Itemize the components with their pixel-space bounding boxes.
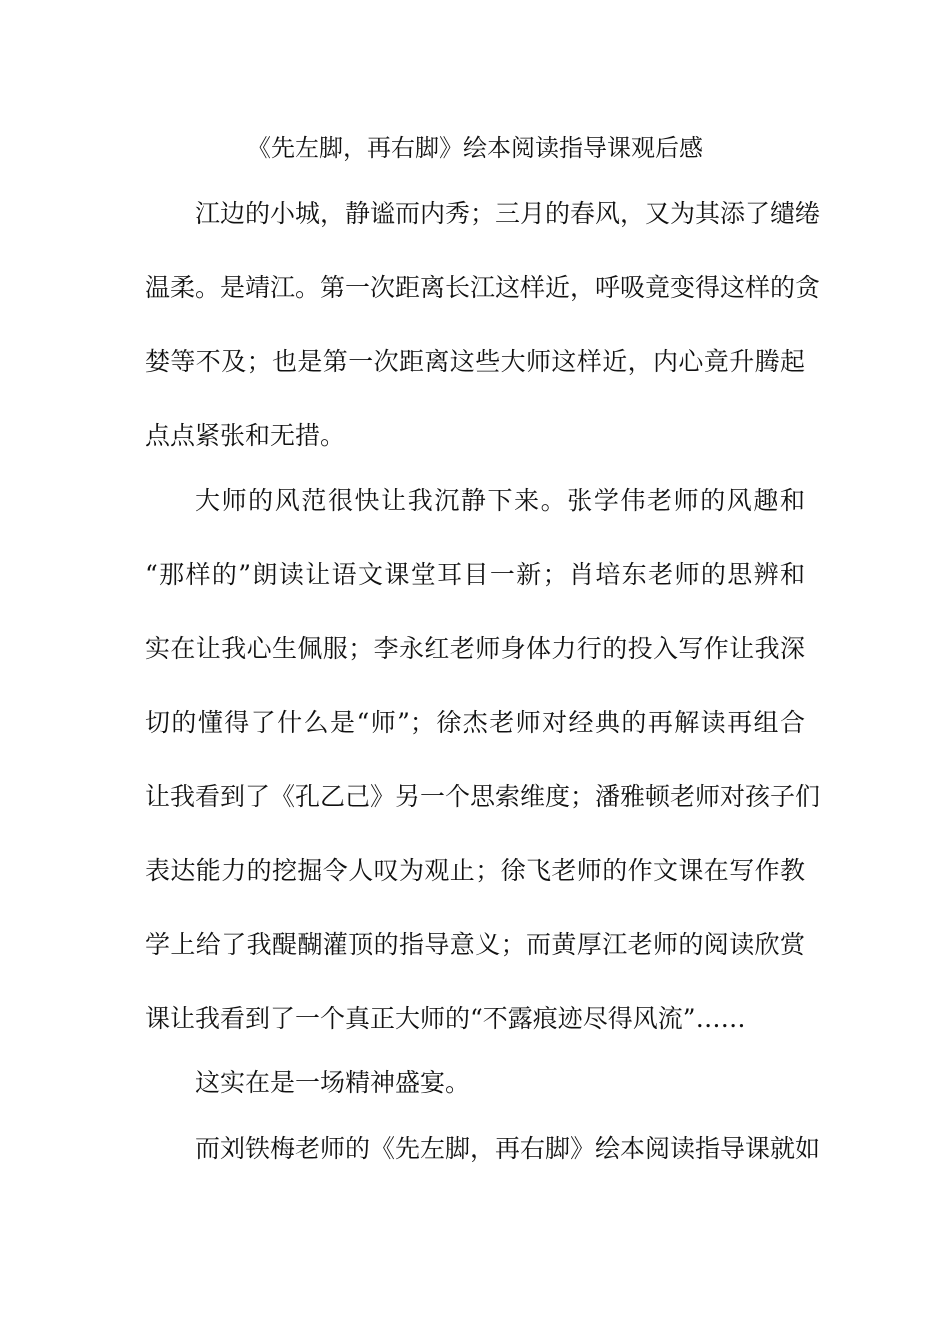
paragraph-line: “那样的”朗读让语文课堂耳目一新；肖培东老师的思辨和	[145, 560, 805, 589]
paragraph-line: 课让我看到了一个真正大师的“不露痕迹尽得风流”……	[145, 1004, 746, 1033]
paragraph-line: 切的懂得了什么是“师”；徐杰老师对经典的再解读再组合	[145, 708, 805, 737]
paragraph-line: 温柔。是靖江。第一次距离长江这样近，呼吸竟变得这样的贪	[145, 273, 821, 302]
paragraph-line: 让我看到了《孔乙己》另一个思索维度；潘雅顿老师对孩子们	[145, 782, 821, 811]
paragraph-line: 婪等不及；也是第一次距离这些大师这样近，内心竟升腾起	[145, 347, 805, 376]
paragraph-line: 这实在是一场精神盛宴。	[195, 1068, 471, 1097]
paragraph-line: 而刘铁梅老师的《先左脚，再右脚》绘本阅读指导课就如	[195, 1134, 821, 1163]
document-title: 《先左脚，再右脚》绘本阅读指导课观后感	[247, 134, 703, 162]
paragraph-line: 表达能力的挖掘令人叹为观止；徐飞老师的作文课在写作教	[145, 856, 805, 885]
paragraph-line: 点点紧张和无措。	[145, 421, 346, 450]
paragraph-line: 学上给了我醍醐灌顶的指导意义；而黄厚江老师的阅读欣赏	[145, 930, 805, 959]
paragraph-line: 实在让我心生佩服；李永红老师身体力行的投入写作让我深	[145, 634, 805, 663]
paragraph-line: 大师的风范很快让我沉静下来。张学伟老师的风趣和	[195, 486, 805, 515]
paragraph-line: 江边的小城，静谧而内秀；三月的春风，又为其添了缱绻	[195, 199, 821, 228]
